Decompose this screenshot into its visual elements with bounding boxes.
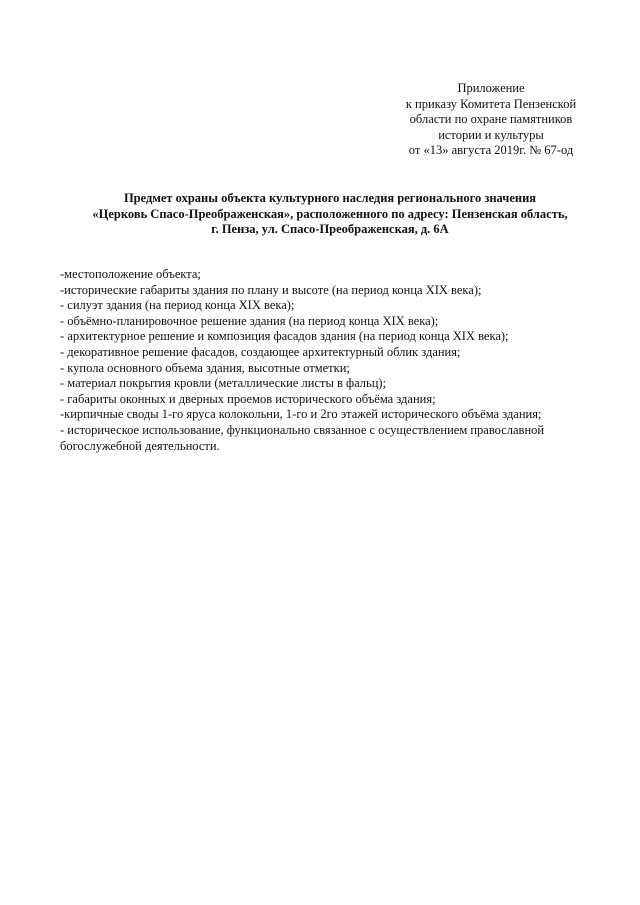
- list-item: - силуэт здания (на период конца XIX века);: [60, 298, 295, 313]
- appendix-line: области по охране памятников: [409, 112, 573, 127]
- list-item: -местоположение объекта;: [60, 267, 201, 281]
- protection-items-list: [60, 267, 620, 454]
- list-item: - объёмно-планировочное решение здания (на период конца XIX века);: [60, 313, 439, 328]
- appendix-header: [380, 81, 602, 159]
- title-line: «Церковь Спасо-Преображенская», расположенного по адресу: Пензенская область,: [92, 206, 568, 221]
- list-item: - историческое использование, функционально связанное с осуществлением православной богослужебной деятельности.: [60, 422, 545, 453]
- list-item: - архитектурное решение и композиция фасадов здания (на период конца XIX века);: [60, 329, 509, 344]
- document-title: [40, 191, 620, 238]
- title-line: г. Пенза, ул. Спасо-Преображенская, д. 6А: [211, 222, 449, 236]
- appendix-line: к приказу Комитета Пензенской: [405, 96, 577, 111]
- list-item: - купола основного объема здания, высотные отметки;: [60, 360, 350, 375]
- list-item: - материал покрытия кровли (металлические листы в фальц);: [60, 376, 387, 391]
- appendix-line: Приложение: [457, 81, 525, 95]
- title-line: Предмет охраны объекта культурного наследия регионального значения: [123, 191, 537, 205]
- appendix-line: от «13» августа 2019г. № 67-од: [408, 143, 574, 158]
- list-item: -кирпичные своды 1-го яруса колокольни, 1-го и 2го этажей исторического объёма здания;: [60, 407, 542, 422]
- appendix-line: истории и культуры: [438, 127, 544, 142]
- list-item: - декоративное решение фасадов, создающее архитектурный облик здания;: [60, 344, 461, 359]
- list-item: -исторические габариты здания по плану и высоте (на период конца XIX века);: [60, 282, 482, 297]
- list-item: - габариты оконных и дверных проемов исторического объёма здания;: [60, 391, 436, 406]
